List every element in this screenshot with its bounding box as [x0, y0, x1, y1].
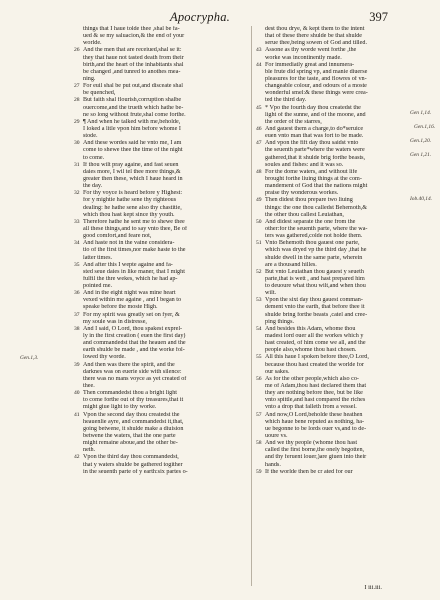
text-line — [256, 376, 432, 383]
verse-text: changeable colour, and odours of a moste — [265, 83, 367, 90]
verse-text: Vpon the second day thou createdst the — [83, 411, 180, 418]
verse-text: But vnto Leuiathan thou gauest y seueth — [265, 268, 364, 275]
verse-text: daies more, I wil tel thee more things,& — [83, 168, 181, 175]
verse-number: 53 — [256, 297, 262, 304]
text-line — [74, 155, 250, 162]
verse-text: to come forthe out of thy treasures,that it — [83, 397, 184, 404]
verse-number: 55 — [256, 354, 262, 361]
verse-text: the order of the starres, — [265, 118, 322, 125]
text-line — [74, 212, 250, 219]
verse-text: And vpon the fift day thou saidst vnto — [265, 140, 359, 147]
text-line — [256, 183, 432, 190]
text-line — [74, 469, 250, 476]
text-line — [74, 262, 250, 269]
text-line — [74, 304, 250, 311]
verse-text: and commandedst that the heauen and the — [83, 340, 186, 347]
verse-text: And in the eight night was mine heart — [83, 290, 176, 297]
text-line — [256, 312, 432, 319]
verse-number: 34 — [74, 240, 80, 247]
verse-text: wilt. — [265, 290, 277, 297]
text-line — [256, 112, 432, 119]
verse-text: vnto spittle,and hast compared the riches — [265, 397, 366, 404]
text-line — [74, 426, 250, 433]
text-line — [74, 197, 250, 204]
text-line — [256, 283, 432, 290]
text-line — [74, 397, 250, 404]
verse-number: 29 — [74, 118, 80, 125]
text-line — [74, 419, 250, 426]
verse-text: to come. — [83, 154, 105, 161]
text-line — [256, 262, 432, 269]
verse-text: And besides this Adam, whome thou — [265, 325, 356, 332]
text-line — [74, 162, 250, 169]
verse-text: might giue light to thy worke. — [83, 404, 157, 411]
text-line — [74, 233, 250, 240]
text-line — [74, 83, 250, 90]
text-line — [256, 119, 432, 126]
text-line — [256, 397, 432, 404]
verse-text: tio of the first times,nor make haste to the — [83, 247, 186, 254]
text-line — [74, 26, 250, 33]
text-line — [256, 190, 432, 197]
text-line — [256, 404, 432, 411]
text-line — [74, 333, 250, 340]
verse-text: worke was incontinently made. — [265, 54, 342, 61]
text-line — [74, 362, 250, 369]
text-line — [74, 169, 250, 176]
text-line — [74, 126, 250, 133]
verse-number: 42 — [74, 454, 80, 461]
text-line — [256, 233, 432, 240]
text-line — [74, 269, 250, 276]
text-line — [256, 290, 432, 297]
text-line — [256, 176, 432, 183]
verse-number: 40 — [74, 390, 80, 397]
text-line — [256, 369, 432, 376]
text-line — [256, 390, 432, 397]
verse-text: the seuenth parte*where the waters were — [265, 147, 365, 154]
text-line — [256, 197, 432, 204]
verse-text: pleasures for the taste, and flowres of vn- — [265, 75, 367, 82]
verse-number: 56 — [256, 375, 262, 382]
verse-text: soules and fishes: and it was so. — [265, 161, 344, 168]
text-line — [256, 447, 432, 454]
text-line — [74, 383, 250, 390]
verse-number: 26 — [74, 47, 80, 54]
verse-number: 58 — [256, 440, 262, 447]
verse-text: people also,whome thou hast chosen. — [265, 347, 357, 354]
verse-text: hands. — [265, 461, 281, 468]
verse-text: our sakes. — [265, 368, 290, 375]
verse-text: the day. — [83, 183, 103, 190]
text-line — [256, 62, 432, 69]
verse-text: good comfort,and feare not, — [83, 233, 152, 240]
verse-text: all these things,and to say vnto thee, Be of — [83, 225, 188, 232]
verse-number: 43 — [256, 47, 262, 54]
text-line — [74, 119, 250, 126]
verse-text: which was dryed vp the third day ,that he — [265, 247, 367, 254]
verse-text: Then didest thou prepare two liuing — [265, 197, 353, 204]
text-line — [256, 40, 432, 47]
margin-note-job-40: Iob.40,14. — [410, 196, 433, 202]
verse-text: Vpon the third day thou commandedst, — [83, 454, 179, 461]
text-line — [74, 276, 250, 283]
text-line — [74, 369, 250, 376]
verse-text: Assone as thy worde went forthe ,the — [265, 47, 357, 54]
verse-text: in the seuenth parte of y earth:six partes o- — [83, 468, 188, 475]
text-line — [256, 419, 432, 426]
verse-text: for y mightie hathe sene thy righteous — [83, 197, 177, 204]
verse-number: 38 — [74, 325, 80, 332]
text-line — [74, 133, 250, 140]
running-title: Apocrypha. — [170, 10, 230, 24]
verse-text: And the men that are receiued,shal se it: — [83, 47, 182, 54]
text-line — [256, 226, 432, 233]
verse-text: me of Adam,thou hast declared them that — [265, 383, 367, 390]
text-line — [74, 447, 250, 454]
text-line — [256, 83, 432, 90]
verse-text: that y waters shulde be gathered togither — [83, 461, 183, 468]
verse-text: shulde bring forthe beasts ,catel and cree- — [265, 311, 368, 318]
text-line — [74, 176, 250, 183]
verse-text: to deuoure what thou wilt,and when thou — [265, 283, 366, 290]
verse-number: 54 — [256, 325, 262, 332]
text-line — [74, 319, 250, 326]
verse-text: lowed thy worde. — [83, 354, 126, 361]
verse-text: ning. — [83, 75, 96, 82]
verse-text: ted the third day. — [265, 97, 307, 104]
verse-text: wonderful smel:& these things were crea- — [265, 90, 368, 97]
verse-number: 57 — [256, 411, 262, 418]
verse-number: 30 — [74, 140, 80, 147]
text-line — [74, 297, 250, 304]
text-line — [256, 155, 432, 162]
margin-note-gen-1-16: Gen.1,16. — [414, 124, 436, 130]
verse-number: 27 — [74, 83, 80, 90]
right-column — [256, 26, 432, 476]
verse-text: Therefore hathe he sent me to shewe thee — [83, 218, 185, 225]
verse-text: are a thousand hilles. — [265, 261, 317, 268]
verse-text: that of these there shulde be that shulde — [265, 33, 363, 40]
text-line — [256, 212, 432, 219]
text-line — [74, 283, 250, 290]
text-line — [74, 140, 250, 147]
verse-text: And didest separate the one from the — [265, 218, 356, 225]
verse-text: dealing: he hathe sene also thy chastitie, — [83, 204, 182, 211]
text-line — [74, 240, 250, 247]
catchword: I iii.iii. — [364, 584, 382, 591]
text-line — [256, 55, 432, 62]
page-number: 397 — [369, 10, 388, 24]
verse-text: my soule was in distresse, — [83, 318, 147, 325]
verse-text: thee. — [83, 383, 95, 390]
text-line — [256, 269, 432, 276]
text-line — [256, 47, 432, 54]
text-line — [256, 276, 432, 283]
verse-text: sted seue daies in like maner, that I might — [83, 268, 185, 275]
verse-text: ouercome,and the trueth which hathe be- — [83, 104, 184, 111]
verse-text: For euil shal be put out,and disceate shal — [83, 83, 183, 90]
text-line — [256, 333, 432, 340]
text-line — [74, 47, 250, 54]
text-line — [74, 412, 250, 419]
verse-text: And we thy people (whome thou hast — [265, 440, 358, 447]
text-line — [256, 354, 432, 361]
verse-text: they that haue not tasted death from their — [83, 54, 184, 61]
verse-text: And these wordes said he vnto me, I am — [83, 140, 182, 147]
text-line — [256, 347, 432, 354]
text-line — [256, 326, 432, 333]
verse-number: 31 — [74, 161, 80, 168]
verse-text: other:for the seuenth parte, where the wa- — [265, 225, 368, 232]
verse-text: mandement of God that the nations might — [265, 183, 368, 190]
text-line — [256, 26, 432, 33]
text-line — [256, 412, 432, 419]
verse-text: darknes was on euerie side with silence: — [83, 368, 182, 375]
verse-text: vexed within me againe , and I began to — [83, 297, 182, 304]
verse-text: ne so long without frute,shal come forthe. — [83, 111, 186, 118]
verse-text: vnto a drop that falleth from a vessel. — [265, 404, 357, 411]
verse-number: 39 — [74, 361, 80, 368]
verse-text: For immediatly great and innumera- — [265, 61, 355, 68]
text-line — [74, 347, 250, 354]
verse-text: Vnto Behemoth thou gauest one parte, — [265, 240, 360, 247]
verse-text: madest lord ouer all the workes which y — [265, 333, 364, 340]
verse-text: be quenched, — [83, 90, 116, 97]
text-line — [256, 240, 432, 247]
text-line — [74, 440, 250, 447]
text-line — [74, 433, 250, 440]
text-line — [74, 76, 250, 83]
text-line — [74, 33, 250, 40]
verse-text: earth shulde be made , and the worke fol- — [83, 347, 185, 354]
text-line — [256, 304, 432, 311]
text-line — [74, 226, 250, 233]
text-line — [74, 105, 250, 112]
verse-text: come to shewe thee the time of the night — [83, 147, 183, 154]
text-line — [256, 362, 432, 369]
text-line — [256, 426, 432, 433]
verse-text: dest thou drye, & kept them to the intent — [265, 26, 365, 32]
text-line — [256, 126, 432, 133]
verse-text: pointed me. — [83, 283, 112, 290]
text-line — [256, 147, 432, 154]
text-line — [256, 162, 432, 169]
verse-text: birth,and the heart of the inhabitants shal — [83, 61, 184, 68]
verse-text: which haue bene reputed as nothing, ha- — [265, 418, 365, 425]
verse-text: * Vpo the fourth day thou createdst the — [265, 104, 361, 111]
text-line — [256, 383, 432, 390]
verse-text: things that I haue tolde thee ,shal be fa- — [83, 26, 180, 32]
text-line — [74, 219, 250, 226]
text-line — [256, 219, 432, 226]
verse-text: For the dome waters, and without life — [265, 168, 358, 175]
verse-text: called the first borne,the onely begotten, — [265, 447, 365, 454]
verse-text: For my spirit was greatly set on fyer, & — [83, 311, 180, 318]
verse-text: And gauest them a charge,to do*seruice — [265, 125, 364, 132]
column-rule — [251, 26, 252, 586]
verse-text: stode. — [83, 133, 98, 140]
verse-text: dement vnto the earth, that before thee it — [265, 304, 365, 311]
text-line — [74, 326, 250, 333]
text-line — [74, 147, 250, 154]
verse-number: 36 — [74, 290, 80, 297]
text-line — [74, 255, 250, 262]
verse-text: greater then these, which I haue heard in — [83, 175, 183, 182]
margin-note-gen-1-20: Gen.1,20. — [410, 138, 432, 144]
verse-text: praise thy wonderous workes. — [265, 190, 339, 197]
verse-number: 51 — [256, 240, 262, 247]
verse-text: And then was there the spirit, and the — [83, 361, 175, 368]
verse-text: and thy feruent louer,)are giuen into their — [265, 454, 367, 461]
text-line — [256, 454, 432, 461]
verse-text: be changed ,and tunred to anothes mea- — [83, 68, 181, 75]
verse-text: And I said, O Lord, thou spakest exprel- — [83, 325, 183, 332]
verse-number: 28 — [74, 97, 80, 104]
text-line — [74, 62, 250, 69]
verse-text: Vpon the sixt day thou gauest comman- — [265, 297, 363, 304]
text-line — [74, 190, 250, 197]
verse-text: the other thou callest Leuiathan, — [265, 211, 344, 218]
verse-number: 49 — [256, 197, 262, 204]
verse-text: hast created, of him come we all, and the — [265, 340, 366, 347]
text-line — [256, 169, 432, 176]
verse-text: gathered,that it shulde brig forthe beasts, — [265, 154, 366, 161]
verse-text: they are nothing before thee, but be like — [265, 390, 363, 397]
text-line — [256, 440, 432, 447]
verse-text: going betwene, it shulde make a diuision — [83, 425, 184, 432]
verse-text: brought forthe liuing things at the com- — [265, 175, 362, 182]
verse-number: 47 — [256, 140, 262, 147]
verse-text: shulde dwell in the same parte, wherein — [265, 254, 363, 261]
text-line — [74, 404, 250, 411]
text-line — [74, 354, 250, 361]
verse-number: 48 — [256, 168, 262, 175]
text-line — [74, 290, 250, 297]
verse-text: And haste not in the vaine considera- — [83, 240, 175, 247]
verse-text: ¶ And when he talked with me,beholde, — [83, 118, 181, 125]
verse-text: ued & se my saluacion,& the end of your — [83, 33, 185, 40]
verse-text: heauenlie ayre, and commandedst it,that, — [83, 418, 184, 425]
verse-text: ble frute did spring vp, and manie diuerse — [265, 68, 368, 75]
verse-text: uoure vs. — [265, 433, 288, 440]
verse-text: ters was gathered,colde not holde them. — [265, 233, 363, 240]
text-line — [256, 33, 432, 40]
margin-note-gen-1-3: Gen.1,3. — [20, 355, 39, 361]
verse-text: because thou hast created the worlde for — [265, 361, 364, 368]
verse-text: things: the one thou calledst Behemoth,& — [265, 204, 367, 211]
text-line — [256, 297, 432, 304]
verse-text: But faith shal flourish,corruption shalbe — [83, 97, 182, 104]
verse-text: speake before the moste High. — [83, 304, 158, 311]
text-line — [74, 112, 250, 119]
text-line — [256, 433, 432, 440]
text-line — [256, 247, 432, 254]
verse-text: neth. — [83, 447, 96, 454]
verse-number: 41 — [74, 411, 80, 418]
verse-text: For thy voyce is heard before y Highest: — [83, 190, 183, 197]
verse-text: ly in the first creation ( euen the first day) — [83, 333, 186, 340]
text-line — [256, 319, 432, 326]
text-line — [74, 90, 250, 97]
margin-note-gen-1-14: Gen 1,14. — [410, 110, 432, 116]
text-line — [74, 40, 250, 47]
verse-text: All this haue I spoken before thee,O Lord, — [265, 354, 369, 361]
text-line — [256, 205, 432, 212]
verse-number: 32 — [74, 190, 80, 197]
verse-text: I loked a litle vpon him before whome I — [83, 125, 181, 132]
text-line — [74, 69, 250, 76]
verse-number: 37 — [74, 311, 80, 318]
verse-text: euen vnto man that was fort to be made. — [265, 133, 364, 140]
text-line — [74, 454, 250, 461]
text-line — [74, 183, 250, 190]
text-line — [74, 97, 250, 104]
text-line — [74, 390, 250, 397]
verse-text: betwene the waters, that the one parte — [83, 433, 176, 440]
text-line — [256, 255, 432, 262]
verse-text: Then commandedst thou a bright light — [83, 390, 177, 397]
text-line — [74, 312, 250, 319]
text-line — [256, 105, 432, 112]
running-head — [0, 10, 440, 26]
text-line — [256, 69, 432, 76]
verse-text: And after this I wepte againe and fa- — [83, 261, 173, 268]
text-line — [256, 140, 432, 147]
verse-number: 44 — [256, 61, 262, 68]
verse-text: latter times. — [83, 254, 112, 261]
text-line — [74, 376, 250, 383]
text-line — [256, 462, 432, 469]
text-line — [256, 76, 432, 83]
verse-text: If thou wilt pray againe, and fast seuen — [83, 161, 179, 168]
text-line — [74, 205, 250, 212]
verse-number: 52 — [256, 268, 262, 275]
text-line — [74, 462, 250, 469]
verse-number: 46 — [256, 125, 262, 132]
margin-note-gen-1-21: Gen 1,21. — [410, 152, 432, 158]
verse-text: serue thee,being sowen of God and tilled. — [265, 40, 367, 47]
verse-number: 50 — [256, 218, 262, 225]
left-column — [74, 26, 250, 476]
verse-text: light of the sunne, and of the moone, and — [265, 111, 366, 118]
verse-number: 33 — [74, 218, 80, 225]
text-line — [74, 340, 250, 347]
verse-number: 45 — [256, 104, 262, 111]
verse-text: might remaine aboue,and the other be- — [83, 440, 178, 447]
verse-text: parte,that is wett , and hast prepared him — [265, 275, 365, 282]
text-line — [256, 133, 432, 140]
text-line — [256, 90, 432, 97]
verse-text: there was no mans voyce as yet created of — [83, 375, 187, 382]
verse-text: If the worlde then be cr ated for our — [265, 468, 353, 475]
verse-text: ue begonne to be lords ouer vs,and to de- — [265, 425, 367, 432]
verse-text: worlde. — [83, 40, 102, 47]
verse-number: 59 — [256, 468, 262, 475]
text-line — [74, 55, 250, 62]
verse-number: 35 — [74, 261, 80, 268]
verse-text: As for the other people,which also co- — [265, 375, 359, 382]
text-line — [256, 97, 432, 104]
text-line — [74, 247, 250, 254]
text-line — [256, 340, 432, 347]
verse-text: fulfil the thre wekes, which he had ap- — [83, 275, 178, 282]
text-line — [256, 469, 432, 476]
verse-text: which thou hast kept since thy youth. — [83, 211, 175, 218]
verse-text: And now,O Lord,beholde these heathen — [265, 411, 363, 418]
verse-text: ping things. — [265, 318, 295, 325]
